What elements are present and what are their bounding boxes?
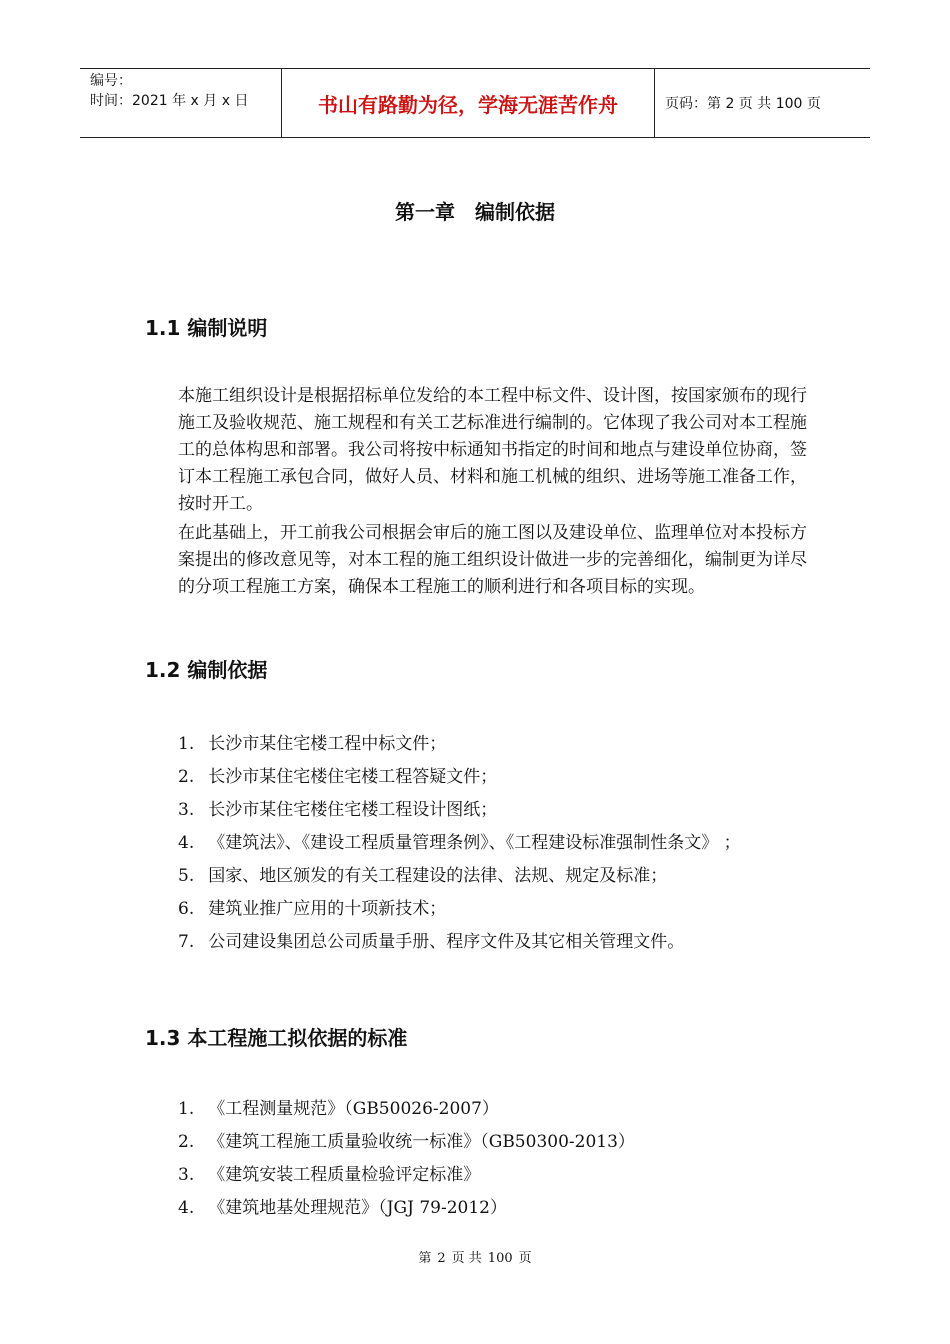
page-header [80, 68, 870, 138]
standards-list [178, 1097, 808, 1229]
list-item: 5. 国家、地区颁发的有关工程建设的法律、法规、规定及标准； [178, 866, 668, 886]
chapter-number: 第一章 [395, 200, 455, 224]
section-heading-1-2: 1.2 编制依据 [145, 658, 268, 682]
doc-number-label: 编号： [90, 73, 132, 89]
list-item: 4. 《建筑地基处理规范》（JGJ 79-2012） [178, 1198, 507, 1218]
paragraph-2: 在此基础上，开工前我公司根据会审后的施工图以及建设单位、监理单位对本投标方案提出的修改意见等，对本工程的施工组织设计做进一步的完善细化，编制更为详尽的分项工程施工方案，确保本工程施工的顺利进行和各项目标的实现。 [178, 523, 807, 597]
time-label: 时间：2021 年 x 月 x 日 [90, 93, 249, 109]
list-item: 6. 建筑业推广应用的十项新技术； [178, 899, 447, 919]
list-item: 1. 长沙市某住宅楼工程中标文件； [178, 734, 447, 754]
list-item: 3. 长沙市某住宅楼住宅楼工程设计图纸； [178, 800, 498, 820]
page-footer: 第 2 页 共 100 页 [418, 1251, 532, 1266]
footer-total-pages: 100 [487, 1251, 513, 1266]
section-heading-1-3: 1.3 本工程施工拟依据的标准 [145, 1026, 408, 1050]
list-item: 2. 长沙市某住宅楼住宅楼工程答疑文件； [178, 767, 498, 787]
basis-list [178, 732, 808, 963]
section-heading-1-1: 1.1 编制说明 [145, 316, 268, 340]
header-motto: 书山有路勤为径，学海无涯苦作舟 [318, 92, 618, 117]
list-item: 7. 公司建设集团总公司质量手册、程序文件及其它相关管理文件。 [178, 932, 685, 952]
list-item: 4. 《建筑法》、《建设工程质量管理条例》、《工程建设标准强制性条文》 ； [178, 833, 741, 853]
list-item: 2. 《建筑工程施工质量验收统一标准》（GB50300-2013） [178, 1132, 635, 1152]
header-left-cell [80, 69, 282, 137]
header-motto-cell [282, 69, 655, 137]
paragraph-1: 本施工组织设计是根据招标单位发给的本工程中标文件、设计图，按国家颁布的现行施工及验收规范、施工规程和有关工艺标准进行编制的。它体现了我公司对本工程施工的总体构思和部署。我公司将按中标通知书指定的时间和地点与建设单位协商，签订本工程施工承包合同，做好人员、材料和施工机械的组织、进场等施工准备工作，按时开工。 [178, 386, 807, 514]
footer-page-number: 2 [437, 1251, 446, 1266]
chapter-title [0, 196, 950, 225]
list-item: 1. 《工程测量规范》（GB50026-2007） [178, 1099, 499, 1119]
list-item: 3. 《建筑安装工程质量检验评定标准》 [178, 1165, 481, 1185]
header-page-info: 页码：第 2 页 共 100 页 [665, 96, 821, 112]
chapter-name: 编制依据 [475, 200, 555, 224]
